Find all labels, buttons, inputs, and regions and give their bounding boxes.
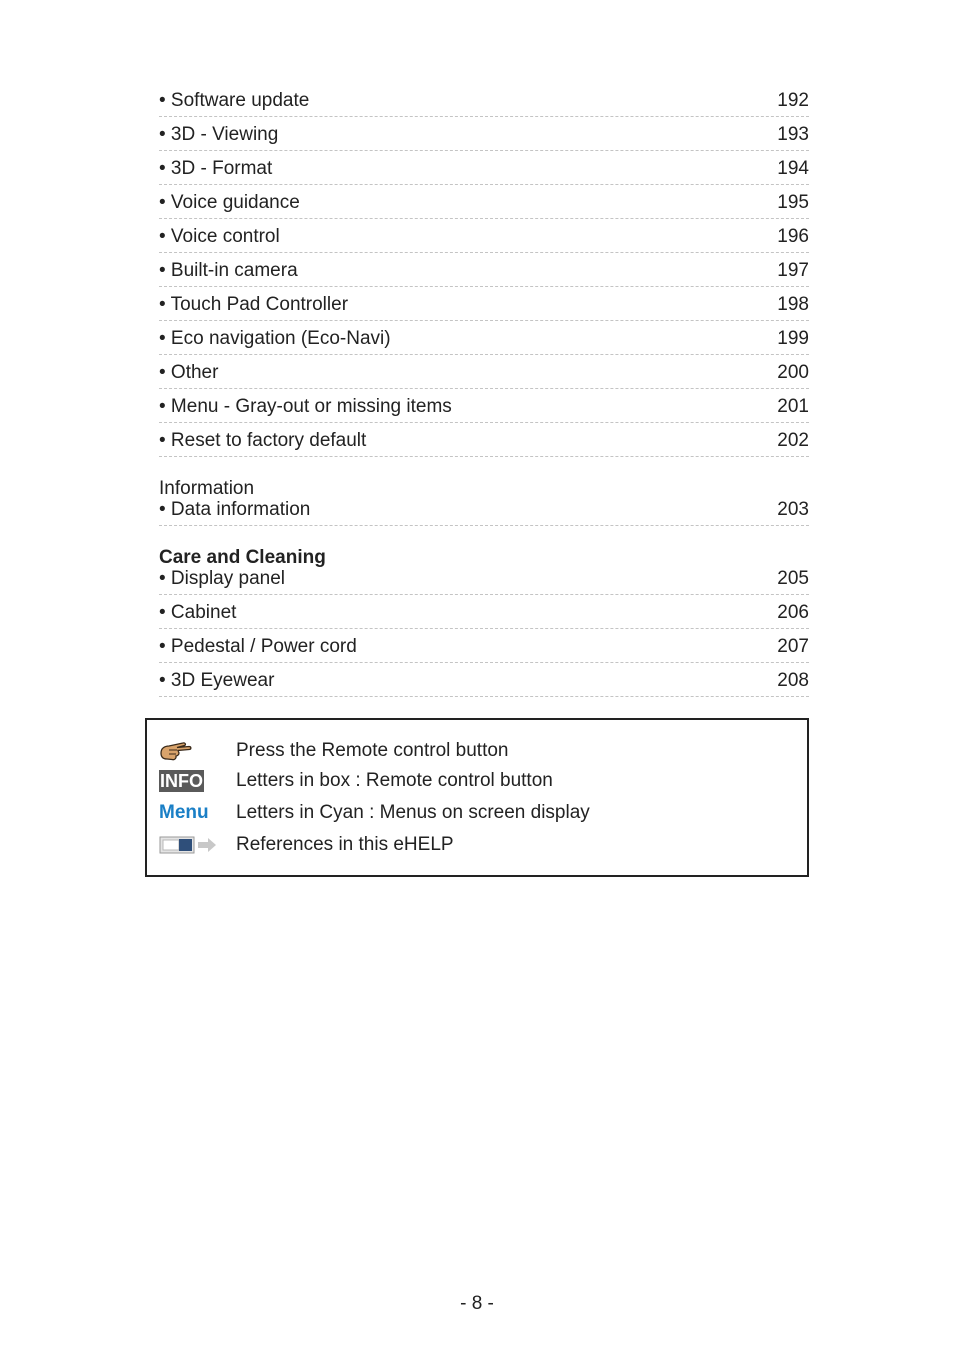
toc-item-reset-factory-default[interactable] bbox=[159, 423, 809, 457]
toc-item-page: 195 bbox=[777, 192, 809, 213]
toc-item-other[interactable] bbox=[159, 355, 809, 389]
section-heading-information: Information bbox=[159, 478, 255, 499]
toc-item-3d-format[interactable] bbox=[159, 151, 809, 185]
toc-item-title: • Software update bbox=[159, 90, 310, 111]
toc-item-title: • Reset to factory default bbox=[159, 430, 367, 451]
legend-row-references bbox=[159, 831, 454, 859]
toc-item-software-update[interactable] bbox=[159, 83, 809, 117]
legend-text: Letters in Cyan : Menus on screen display bbox=[236, 802, 590, 823]
legend-box bbox=[145, 718, 809, 877]
toc-item-page: 198 bbox=[777, 294, 809, 315]
toc-item-title: • 3D - Format bbox=[159, 158, 273, 179]
page-number: - 8 - bbox=[460, 1293, 494, 1314]
info-badge-label: INFO bbox=[160, 771, 203, 791]
legend-text: Press the Remote control button bbox=[236, 740, 509, 761]
menu-label-icon bbox=[159, 799, 236, 827]
info-badge-icon bbox=[159, 767, 236, 795]
toc-item-title: • Eco navigation (Eco-Navi) bbox=[159, 328, 391, 349]
toc-item-pedestal-power-cord[interactable] bbox=[159, 629, 809, 663]
toc-item-title: • Cabinet bbox=[159, 602, 237, 623]
section-heading-care-cleaning: Care and Cleaning bbox=[159, 547, 326, 568]
toc-item-page: 206 bbox=[777, 602, 809, 623]
toc-item-title: • Display panel bbox=[159, 568, 285, 589]
toc-item-page: 208 bbox=[777, 670, 809, 691]
legend-text: References in this eHELP bbox=[236, 834, 454, 855]
toc-item-page: 196 bbox=[777, 226, 809, 247]
toc-item-page: 193 bbox=[777, 124, 809, 145]
toc-item-cabinet[interactable] bbox=[159, 595, 809, 629]
legend-row-info-box bbox=[159, 767, 553, 795]
toc-item-title: • Menu - Gray-out or missing items bbox=[159, 396, 452, 417]
toc-item-built-in-camera[interactable] bbox=[159, 253, 809, 287]
legend-row-press-button bbox=[159, 737, 508, 765]
toc-item-title: • 3D - Viewing bbox=[159, 124, 279, 145]
legend-row-menu-cyan bbox=[159, 799, 590, 827]
legend-text: Letters in box : Remote control button bbox=[236, 770, 553, 791]
toc-item-title: • 3D Eyewear bbox=[159, 670, 275, 691]
pointing-hand-icon bbox=[159, 737, 236, 765]
toc-item-page: 202 bbox=[777, 430, 809, 451]
menu-word-label: Menu bbox=[159, 802, 209, 823]
toc-item-page: 200 bbox=[777, 362, 809, 383]
toc-item-page: 199 bbox=[777, 328, 809, 349]
toc-item-page: 201 bbox=[777, 396, 809, 417]
toc-item-menu-gray-out[interactable] bbox=[159, 389, 809, 423]
toc-item-voice-guidance[interactable] bbox=[159, 185, 809, 219]
toc-item-page: 205 bbox=[777, 568, 809, 589]
toc-item-page: 203 bbox=[777, 499, 809, 520]
toc-item-touch-pad-controller[interactable] bbox=[159, 287, 809, 321]
toc-item-page: 192 bbox=[777, 90, 809, 111]
toc-item-3d-viewing[interactable] bbox=[159, 117, 809, 151]
toc-item-page: 197 bbox=[777, 260, 809, 281]
toc-item-page: 207 bbox=[777, 636, 809, 657]
reference-arrow-icon bbox=[159, 831, 236, 859]
toc-item-title: • Voice control bbox=[159, 226, 280, 247]
toc-item-3d-eyewear[interactable] bbox=[159, 663, 809, 697]
toc-item-title: • Touch Pad Controller bbox=[159, 294, 349, 315]
toc-item-page: 194 bbox=[777, 158, 809, 179]
toc-item-eco-navigation[interactable] bbox=[159, 321, 809, 355]
toc-item-title: • Data information bbox=[159, 499, 311, 520]
toc-item-title: • Other bbox=[159, 362, 219, 383]
toc-item-title: • Built-in camera bbox=[159, 260, 298, 281]
toc-item-voice-control[interactable] bbox=[159, 219, 809, 253]
toc-item-title: • Pedestal / Power cord bbox=[159, 636, 357, 657]
table-of-contents bbox=[159, 83, 809, 697]
toc-item-data-information[interactable] bbox=[159, 492, 809, 526]
toc-item-title: • Voice guidance bbox=[159, 192, 300, 213]
